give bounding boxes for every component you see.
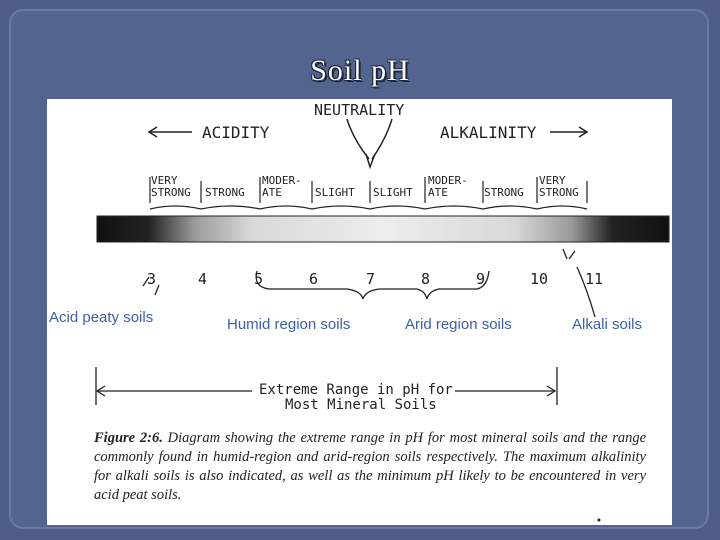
slide-title: Soil pH bbox=[310, 54, 410, 87]
figure-caption-text: Diagram showing the extreme range in pH for most mineral soils and the range commonly found in humid-region and arid-region soils respectively. The maximum alkalinity for alkali soils is also indicated, as well as the minimum pH likely to be encountered in very acid peat soils. bbox=[94, 430, 647, 503]
category-label-5-line1: MODER- bbox=[428, 174, 468, 187]
neutrality-arrowhead bbox=[366, 154, 375, 167]
ph-value-5: 5 bbox=[254, 270, 264, 288]
category-label-4-line2: SLIGHT bbox=[373, 186, 413, 199]
extreme-range-line2: Most Mineral Soils bbox=[285, 397, 437, 413]
ph-value-4: 4 bbox=[198, 270, 208, 288]
figure-caption bbox=[94, 429, 646, 505]
ph-value-8: 8 bbox=[421, 270, 431, 288]
figure-panel bbox=[47, 99, 672, 525]
category-label-2-line2: ATE bbox=[262, 186, 282, 199]
ph-value-9: 9 bbox=[476, 270, 486, 288]
alkali-soils-label: Alkali soils bbox=[572, 316, 643, 333]
category-label-5-line2: ATE bbox=[428, 186, 448, 199]
category-label-1-line2: STRONG bbox=[205, 186, 245, 199]
category-label-7-line2: STRONG bbox=[539, 186, 579, 199]
category-label-7-line1: VERY bbox=[539, 174, 566, 187]
category-label-0-line2: STRONG bbox=[151, 186, 191, 199]
humid-region-soils-label: Humid region soils bbox=[227, 316, 351, 333]
ph-value-10: 10 bbox=[530, 270, 549, 288]
neutrality-label: NEUTRALITY bbox=[314, 101, 405, 119]
extreme-range-line1: Extreme Range in pH for bbox=[259, 382, 453, 398]
neutrality-right-curve bbox=[372, 119, 392, 159]
ph-value-3: 3 bbox=[147, 270, 157, 288]
ph-value-11: 11 bbox=[585, 270, 604, 288]
ph-bar bbox=[97, 216, 669, 242]
category-label-0-line1: VERY bbox=[151, 174, 178, 187]
ph-value-7: 7 bbox=[366, 270, 376, 288]
category-braces bbox=[150, 206, 587, 209]
figure-number: Figure 2:6. bbox=[94, 430, 163, 446]
category-label-6-line2: STRONG bbox=[484, 186, 524, 199]
acid-peaty-soils-label: Acid peaty soils bbox=[49, 309, 154, 326]
humid-region-bracket bbox=[256, 271, 417, 299]
neutrality-left-curve bbox=[347, 119, 369, 159]
category-label-3-line2: SLIGHT bbox=[315, 186, 355, 199]
alkalinity-label: ALKALINITY bbox=[440, 123, 537, 142]
ph-value-6: 6 bbox=[309, 270, 319, 288]
arid-region-soils-label: Arid region soils bbox=[405, 316, 512, 333]
acidity-label: ACIDITY bbox=[202, 123, 270, 142]
category-label-2-line1: MODER- bbox=[262, 174, 302, 187]
